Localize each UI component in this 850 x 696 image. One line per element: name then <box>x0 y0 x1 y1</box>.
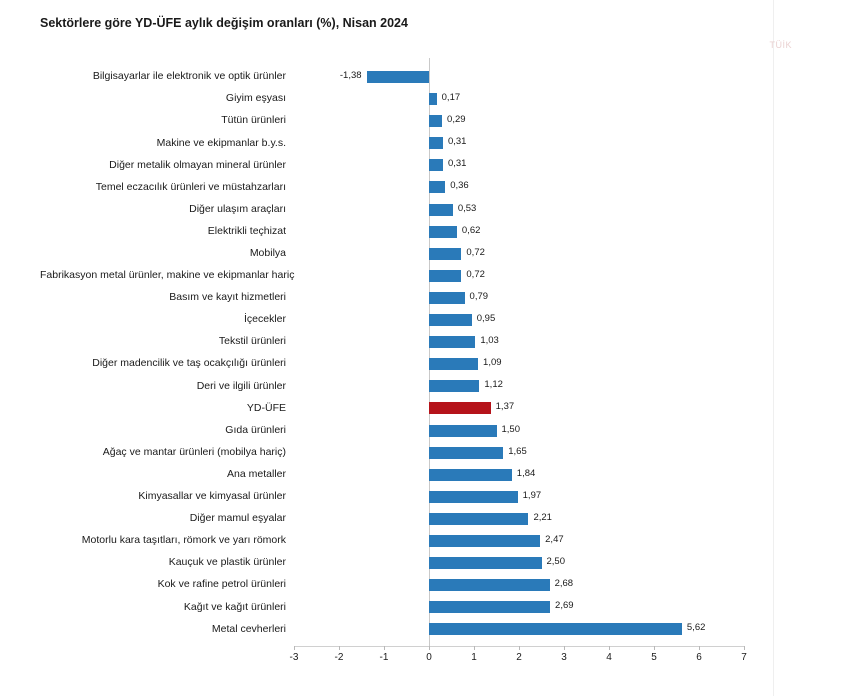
bar[interactable] <box>429 159 443 171</box>
x-tick <box>339 646 340 650</box>
x-tick-label: 4 <box>606 652 612 663</box>
category-label: Metal cevherleri <box>211 622 286 635</box>
bar[interactable] <box>367 71 429 83</box>
bar-track <box>294 486 744 508</box>
category-label: Diğer madencilik ve taş ocakçılığı ürünleri <box>92 357 286 370</box>
category-label: Gıda ürünleri <box>225 423 286 436</box>
bar[interactable] <box>429 623 682 635</box>
category-label: Mobilya <box>249 247 286 260</box>
bar-track <box>294 397 744 419</box>
bar-value-label: 2,69 <box>555 600 574 612</box>
bar-value-label: 0,53 <box>457 202 477 214</box>
bar-value-label: 1,37 <box>495 401 515 413</box>
bar-row <box>40 596 760 618</box>
bar-value-label: 2,50 <box>546 556 565 568</box>
category-label: İçecekler <box>243 313 286 326</box>
category-label: Diğer ulaşım araçları <box>189 202 286 215</box>
bar-value-label: 2,47 <box>545 533 564 545</box>
x-tick <box>294 646 295 650</box>
x-tick <box>429 646 430 650</box>
bar-rows <box>40 66 760 640</box>
bar[interactable] <box>429 336 475 348</box>
bar-row <box>40 66 760 88</box>
bar-track <box>294 243 744 265</box>
page-right-margin <box>773 0 850 696</box>
category-label: Deri ve ilgili ürünler <box>196 379 286 392</box>
bar-row <box>40 176 760 198</box>
x-tick <box>654 646 655 650</box>
bar-row <box>40 442 760 464</box>
bar-row <box>40 508 760 530</box>
bar-row <box>40 530 760 552</box>
bar-value-label: 0,29 <box>447 114 466 126</box>
bar-row <box>40 331 760 353</box>
bar-track <box>294 353 744 375</box>
bar-value-label: 1,97 <box>522 489 542 501</box>
x-tick-label: 0 <box>426 652 432 663</box>
bar[interactable] <box>429 425 497 437</box>
bar-track <box>294 265 744 287</box>
bar-track <box>294 618 744 640</box>
x-tick <box>519 646 520 650</box>
category-label: Kauçuk ve plastik ürünler <box>168 556 286 569</box>
x-tick-label: 3 <box>561 652 567 663</box>
category-label: Kağıt ve kağıt ürünleri <box>183 600 286 613</box>
bar-track <box>294 331 744 353</box>
x-tick <box>474 646 475 650</box>
bar-value-label: 1,50 <box>501 423 520 435</box>
category-label: Giyim eşyası <box>225 92 286 105</box>
bar-row <box>40 199 760 221</box>
x-tick <box>609 646 610 650</box>
bar-row <box>40 420 760 442</box>
bar[interactable] <box>429 358 478 370</box>
bar-track <box>294 552 744 574</box>
bar-value-label: 0,31 <box>447 158 467 170</box>
bar-row <box>40 397 760 419</box>
category-label: Kok ve rafine petrol ürünleri <box>157 578 286 591</box>
bar-value-label: 0,31 <box>447 136 467 148</box>
x-tick-label: 2 <box>516 652 522 663</box>
x-tick-label: 5 <box>651 652 657 663</box>
x-tick <box>699 646 700 650</box>
bar-track <box>294 530 744 552</box>
bar-row <box>40 464 760 486</box>
bar-row <box>40 618 760 640</box>
bar-value-label: 0,79 <box>469 290 489 302</box>
bar-track <box>294 464 744 486</box>
bar-row <box>40 88 760 110</box>
bar-row <box>40 221 760 243</box>
bar-track <box>294 66 744 88</box>
bar[interactable] <box>429 535 540 547</box>
bar-row <box>40 243 760 265</box>
bar-value-label: 0,36 <box>450 180 469 192</box>
bar-track <box>294 88 744 110</box>
x-tick-label: -3 <box>289 652 299 663</box>
bar[interactable] <box>429 314 472 326</box>
bar[interactable] <box>429 491 518 503</box>
bar-value-label: 1,65 <box>508 445 527 457</box>
category-label: Tütün ürünleri <box>221 114 286 127</box>
x-tick-label: 6 <box>696 652 702 663</box>
bar[interactable] <box>429 469 512 481</box>
category-label: YD-ÜFE <box>246 401 286 414</box>
bar-value-label: 1,03 <box>480 335 499 347</box>
category-label: Diğer metalik olmayan mineral ürünler <box>109 158 286 171</box>
bar-track <box>294 508 744 530</box>
bar-value-label: 1,84 <box>516 467 536 479</box>
bar-row <box>40 154 760 176</box>
category-label: Diğer mamul eşyalar <box>189 512 286 525</box>
bar-track <box>294 375 744 397</box>
bar-track <box>294 221 744 243</box>
bar-value-label: 0,62 <box>461 224 481 236</box>
category-label: Ana metaller <box>227 467 286 480</box>
bar[interactable] <box>429 93 437 105</box>
bar-track <box>294 154 744 176</box>
category-label: Tekstil ürünleri <box>218 335 286 348</box>
bar[interactable] <box>429 513 528 525</box>
bar[interactable] <box>429 380 479 392</box>
bar[interactable] <box>429 270 461 282</box>
category-label: Kimyasallar ve kimyasal ürünler <box>138 490 286 503</box>
bar-value-label: 2,21 <box>533 511 552 523</box>
bar-track <box>294 442 744 464</box>
bar[interactable] <box>429 292 465 304</box>
bar-value-label: 1,09 <box>483 357 502 369</box>
bar[interactable] <box>429 402 491 414</box>
bar-value-label: 1,12 <box>484 379 503 391</box>
bar[interactable] <box>429 115 442 127</box>
bar-value-label: 0,72 <box>466 246 485 258</box>
x-tick-label: -1 <box>379 652 389 663</box>
bar-row <box>40 375 760 397</box>
bar[interactable] <box>429 579 550 591</box>
bar-row <box>40 486 760 508</box>
bar-row <box>40 110 760 132</box>
category-label: Temel eczacılık ürünleri ve müstahzarları <box>95 180 286 193</box>
bar-track <box>294 110 744 132</box>
bar[interactable] <box>429 181 445 193</box>
bar[interactable] <box>429 601 550 613</box>
category-label: Motorlu kara taşıtları, römork ve yarı römork <box>81 534 286 547</box>
bar[interactable] <box>429 204 453 216</box>
x-tick <box>744 646 745 650</box>
bar-row <box>40 309 760 331</box>
category-label: Basım ve kayıt hizmetleri <box>169 291 286 304</box>
bar-track <box>294 420 744 442</box>
bar[interactable] <box>429 248 461 260</box>
bar-track <box>294 176 744 198</box>
bar-row <box>40 132 760 154</box>
bar[interactable] <box>429 226 457 238</box>
bar-track <box>294 132 744 154</box>
x-tick-label: 7 <box>741 652 747 663</box>
category-label: Fabrikasyon metal ürünler, makine ve ekipmanlar hariç <box>40 269 295 282</box>
bar-row <box>40 287 760 309</box>
x-tick-label: -2 <box>334 652 344 663</box>
bar-track <box>294 309 744 331</box>
plot-area <box>40 58 760 678</box>
x-axis <box>289 646 747 676</box>
bar-value-label: 2,68 <box>554 578 574 590</box>
bar-value-label: 0,17 <box>441 92 461 104</box>
bar-track <box>294 574 744 596</box>
bar-value-label: 5,62 <box>686 622 706 634</box>
x-tick <box>384 646 385 650</box>
bar[interactable] <box>429 447 503 459</box>
x-tick <box>564 646 565 650</box>
bar-row <box>40 353 760 375</box>
bar-value-label: -1,38 <box>339 70 362 81</box>
chart-title: Sektörlere göre YD-ÜFE aylık değişim oranları (%), Nisan 2024 <box>40 16 408 30</box>
bar-row <box>40 552 760 574</box>
category-label: Elektrikli teçhizat <box>207 224 286 237</box>
bar-track <box>294 199 744 221</box>
category-label: Makine ve ekipmanlar b.y.s. <box>156 136 286 149</box>
bar[interactable] <box>429 137 443 149</box>
bar-track <box>294 287 744 309</box>
bar-value-label: 0,95 <box>476 313 496 325</box>
bar-row <box>40 574 760 596</box>
category-label: Ağaç ve mantar ürünleri (mobilya hariç) <box>102 445 286 458</box>
bar-track <box>294 596 744 618</box>
bar[interactable] <box>429 557 542 569</box>
watermark-logo: TÜİK <box>769 40 792 50</box>
category-label: Bilgisayarlar ile elektronik ve optik ürünler <box>92 70 286 83</box>
bar-row <box>40 265 760 287</box>
bar-value-label: 0,72 <box>466 268 485 280</box>
x-tick-label: 1 <box>471 652 477 663</box>
